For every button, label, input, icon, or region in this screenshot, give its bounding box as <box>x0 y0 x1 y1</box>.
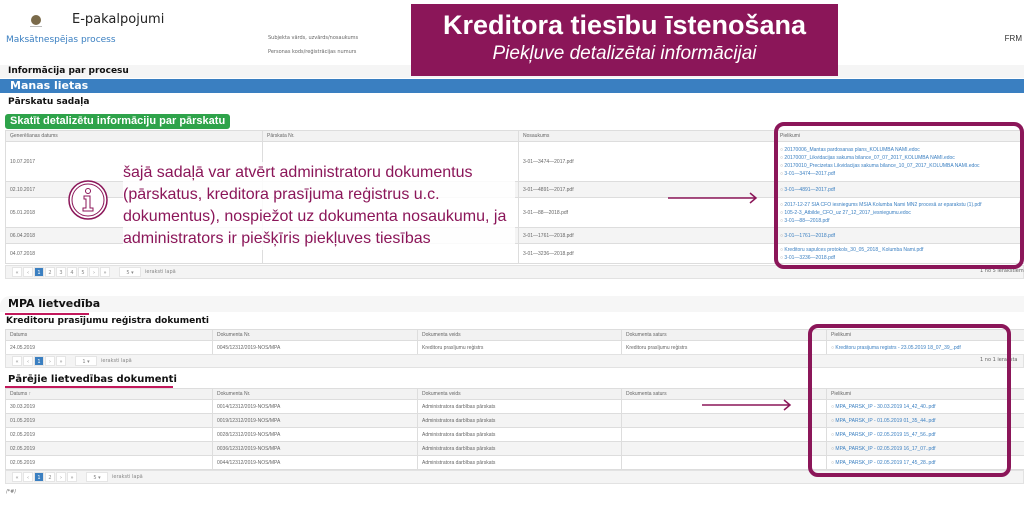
registry-count: 1 no 1 ieraksta <box>980 357 1018 363</box>
page-size-label: ieraksti lapā <box>112 474 143 480</box>
page-button[interactable]: 2 <box>45 267 55 277</box>
column-header[interactable]: Pārskata Nr. <box>263 131 519 142</box>
cell-content <box>622 442 827 456</box>
attachment-link[interactable]: ○ 2017-12-27 SIA CFO iesniegums MSIA Kolumba Nami MN2 procesā ar eparakstu (1).pdf <box>780 201 1020 209</box>
cell-nr: 0014/12312/2019-NOS/MPA <box>213 400 418 414</box>
cell-content <box>622 428 827 442</box>
page-button[interactable]: 1 <box>34 267 44 277</box>
page-button[interactable]: « <box>12 472 22 482</box>
details-button[interactable]: Skatīt detalizētu informāciju par pārskatu <box>5 114 230 129</box>
page-button[interactable]: 4 <box>67 267 77 277</box>
arrow-icon <box>668 192 760 204</box>
banner-subtitle: Piekļuve detalizētai informācijai <box>492 43 757 64</box>
footer-text: /*#/ <box>6 489 17 495</box>
attachment-link[interactable]: ○ MPA_PARSK_IP - 02.05.2019 15_47_56..pdf <box>831 431 1020 439</box>
attachments-highlight <box>808 324 1011 477</box>
cell-nr: 0036/12312/2019-NOS/MPA <box>213 442 418 456</box>
page-button[interactable]: » <box>100 267 110 277</box>
cell-content <box>622 414 827 428</box>
cell-name[interactable]: 3-01—3474—2017.pdf <box>519 142 776 182</box>
attachment-link[interactable]: ○ MPA_PARSK_IP - 02.05.2019 16_17_07..pdf <box>831 445 1020 453</box>
page-size-label: ieraksti lapā <box>101 358 132 364</box>
page-button[interactable]: 1 <box>34 472 44 482</box>
page-size-select[interactable]: 5 ▾ <box>119 267 141 277</box>
column-header[interactable]: Datums ↑ <box>6 389 213 400</box>
cell-date: 24.05.2019 <box>6 341 213 355</box>
column-header[interactable]: Pielikumi <box>776 131 1024 142</box>
page-button[interactable]: 5 <box>78 267 88 277</box>
page-size-select[interactable]: 5 ▾ <box>86 472 108 482</box>
reports-count: 1 no 5 ierakstiem <box>980 268 1024 274</box>
attachment-link[interactable]: ○ MPA_PARSK_IP - 30.03.2019 14_42_40..pdf <box>831 403 1020 411</box>
cell-nr: 0044/12312/2019-NOS/MPA <box>213 456 418 470</box>
cell-date: 02.05.2019 <box>6 428 213 442</box>
cell-content: Kreditoru prasījumu reģistrs <box>622 341 827 355</box>
title-banner <box>411 4 838 76</box>
page-button[interactable]: « <box>12 356 22 366</box>
mpa-tab-bar <box>0 296 1024 312</box>
page-size-label: ieraksti lapā <box>145 269 176 275</box>
attachment-link[interactable]: ○ 3-01—3474—2017.pdf <box>780 170 1020 178</box>
cell-date: 02.10.2017 <box>6 182 263 198</box>
cell-type: Administratora darbības pārskats <box>418 428 622 442</box>
page-size-select[interactable]: 1 ▾ <box>75 356 97 366</box>
cell-date: 06.04.2018 <box>6 228 263 244</box>
attachment-link[interactable]: ○ 20170010_Precizetas Likvidacijas sakuma bilance_10_07_2017_KOLUMBA NAMI.edoc <box>780 162 1020 170</box>
cell-date: 30.03.2019 <box>6 400 213 414</box>
registry-title: Kreditoru prasījumu reģistra dokumenti <box>6 316 209 326</box>
column-header[interactable]: Dokumenta Nr. <box>213 330 418 341</box>
cell-type: Administratora darbības pārskats <box>418 442 622 456</box>
page-button[interactable]: » <box>67 472 77 482</box>
cell-date: 04.07.2018 <box>6 244 263 264</box>
cell-date: 02.05.2019 <box>6 456 213 470</box>
cell-date: 01.05.2019 <box>6 414 213 428</box>
banner-title: Kreditora tiesību īstenošana <box>442 10 807 40</box>
my-cases-bar[interactable]: Manas lietas <box>0 79 1024 93</box>
cell-date: 05.01.2018 <box>6 198 263 228</box>
arrow-icon <box>702 399 794 411</box>
callout-text: šajā sadaļā var atvērt administratoru dokumentus (pārskatus, kreditora prasījuma reģistrus u.c. dokumentus), nospiežot uz dokumenta nosaukumu, ja administrators ir piešķīris piekļuves tiesības <box>123 162 515 250</box>
page-button[interactable]: ‹ <box>23 472 33 482</box>
coat-of-arms-logo <box>28 14 44 28</box>
page-button[interactable]: « <box>12 267 22 277</box>
process-link[interactable]: Maksātnespējas process <box>6 35 116 45</box>
column-header[interactable]: Pielikumi <box>827 330 1024 341</box>
page-button[interactable]: 2 <box>45 472 55 482</box>
column-header[interactable]: Dokumenta veids <box>418 389 622 400</box>
page-button[interactable]: 3 <box>56 267 66 277</box>
cell-name[interactable]: 3-01—3236—2018.pdf <box>519 244 776 264</box>
process-info-row: Informācija par procesu <box>0 65 1024 78</box>
column-header[interactable]: Nosaukums <box>519 131 776 142</box>
column-header[interactable]: Dokumenta saturs <box>622 389 827 400</box>
page-button[interactable]: › <box>56 472 66 482</box>
column-header[interactable]: Dokumenta Nr. <box>213 389 418 400</box>
cell-type: Administratora darbības pārskats <box>418 456 622 470</box>
attachment-link[interactable]: ○ 3-01—4891—2017.pdf <box>780 186 1020 194</box>
page-button[interactable]: 1 <box>34 356 44 366</box>
attachment-link[interactable]: ○ 105-2-3_Atbilde_CFO_uz 27_12_2017_iesniegumu.edoc <box>780 209 1020 217</box>
attachment-link[interactable]: ○ Kreditoru prasijuma registrs - 23.05.2019 18_07_39_.pdf <box>831 344 1020 352</box>
page-button[interactable]: ‹ <box>23 267 33 277</box>
cell-nr: 0028/12312/2019-NOS/MPA <box>213 428 418 442</box>
cell-type: Kreditoru prasījumu reģistrs <box>418 341 622 355</box>
attachment-link[interactable]: ○ 20170007_Likvidacijas sakuma bilance_07_07_2017_KOLUMBA NAMI.edoc <box>780 154 1020 162</box>
column-header[interactable]: Ģenerēšanas datums <box>6 131 263 142</box>
column-header[interactable]: Pielikumi <box>827 389 1024 400</box>
code-label: Personas kods/reģistrācijas numurs <box>268 49 357 55</box>
column-header[interactable]: Datums <box>6 330 213 341</box>
other-docs-title: Pārējie lietvedības dokumenti <box>8 374 177 385</box>
attachment-link[interactable]: ○ Kreditoru sapulces protokols_30_05_2018_ Kolumba Nami.pdf <box>780 246 1020 254</box>
cell-type: Administratora darbības pārskats <box>418 400 622 414</box>
cell-nr: 0019/12312/2019-NOS/MPA <box>213 414 418 428</box>
attachments-highlight <box>774 122 1024 269</box>
info-icon <box>66 178 110 222</box>
page-button[interactable]: ‹ <box>23 356 33 366</box>
cell-content <box>622 456 827 470</box>
attachment-link[interactable]: ○ 3-01—88—2018.pdf <box>780 217 1020 225</box>
cell-date: 10.07.2017 <box>6 142 263 182</box>
subject-label: Subjekta vārds, uzvārds/nosaukums <box>268 35 359 41</box>
page-button[interactable]: › <box>45 356 55 366</box>
reports-section-title: Pārskatu sadaļa <box>8 97 90 107</box>
mpa-underline <box>5 313 89 315</box>
column-header[interactable]: Dokumenta veids <box>418 330 622 341</box>
attachment-link[interactable]: ○ MPA_PARSK_IP - 01.05.2019 01_35_44..pdf <box>831 417 1020 425</box>
cell-type: Administratora darbības pārskats <box>418 414 622 428</box>
attachment-link[interactable]: ○ MPA_PARSK_IP - 02.05.2019 17_45_28..pdf <box>831 459 1020 467</box>
cell-name[interactable]: 3-01—1761—2018.pdf <box>519 228 776 244</box>
app-title: E-pakalpojumi <box>72 12 165 27</box>
cell-date: 02.05.2019 <box>6 442 213 456</box>
attachment-link[interactable]: ○ 3-01—3236—2018.pdf <box>780 254 1020 262</box>
page-button[interactable]: » <box>56 356 66 366</box>
page-button[interactable]: › <box>89 267 99 277</box>
attachment-link[interactable]: ○ 3-01—1761—2018.pdf <box>780 232 1020 240</box>
cell-name[interactable]: 3-01—4891—2017.pdf <box>519 182 776 198</box>
cell-name[interactable]: 3-01—88—2018.pdf <box>519 198 776 228</box>
column-header[interactable]: Dokumenta saturs <box>622 330 827 341</box>
attachment-link[interactable]: ○ 20170006_Mantas pardosanas plans_KOLUMBA NAMI.edoc <box>780 146 1020 154</box>
mpa-title[interactable]: MPA lietvedība <box>8 297 101 310</box>
header-right-text: FRM <box>1004 34 1022 43</box>
cell-nr: 0045/12312/2019-NOS/MPA <box>213 341 418 355</box>
